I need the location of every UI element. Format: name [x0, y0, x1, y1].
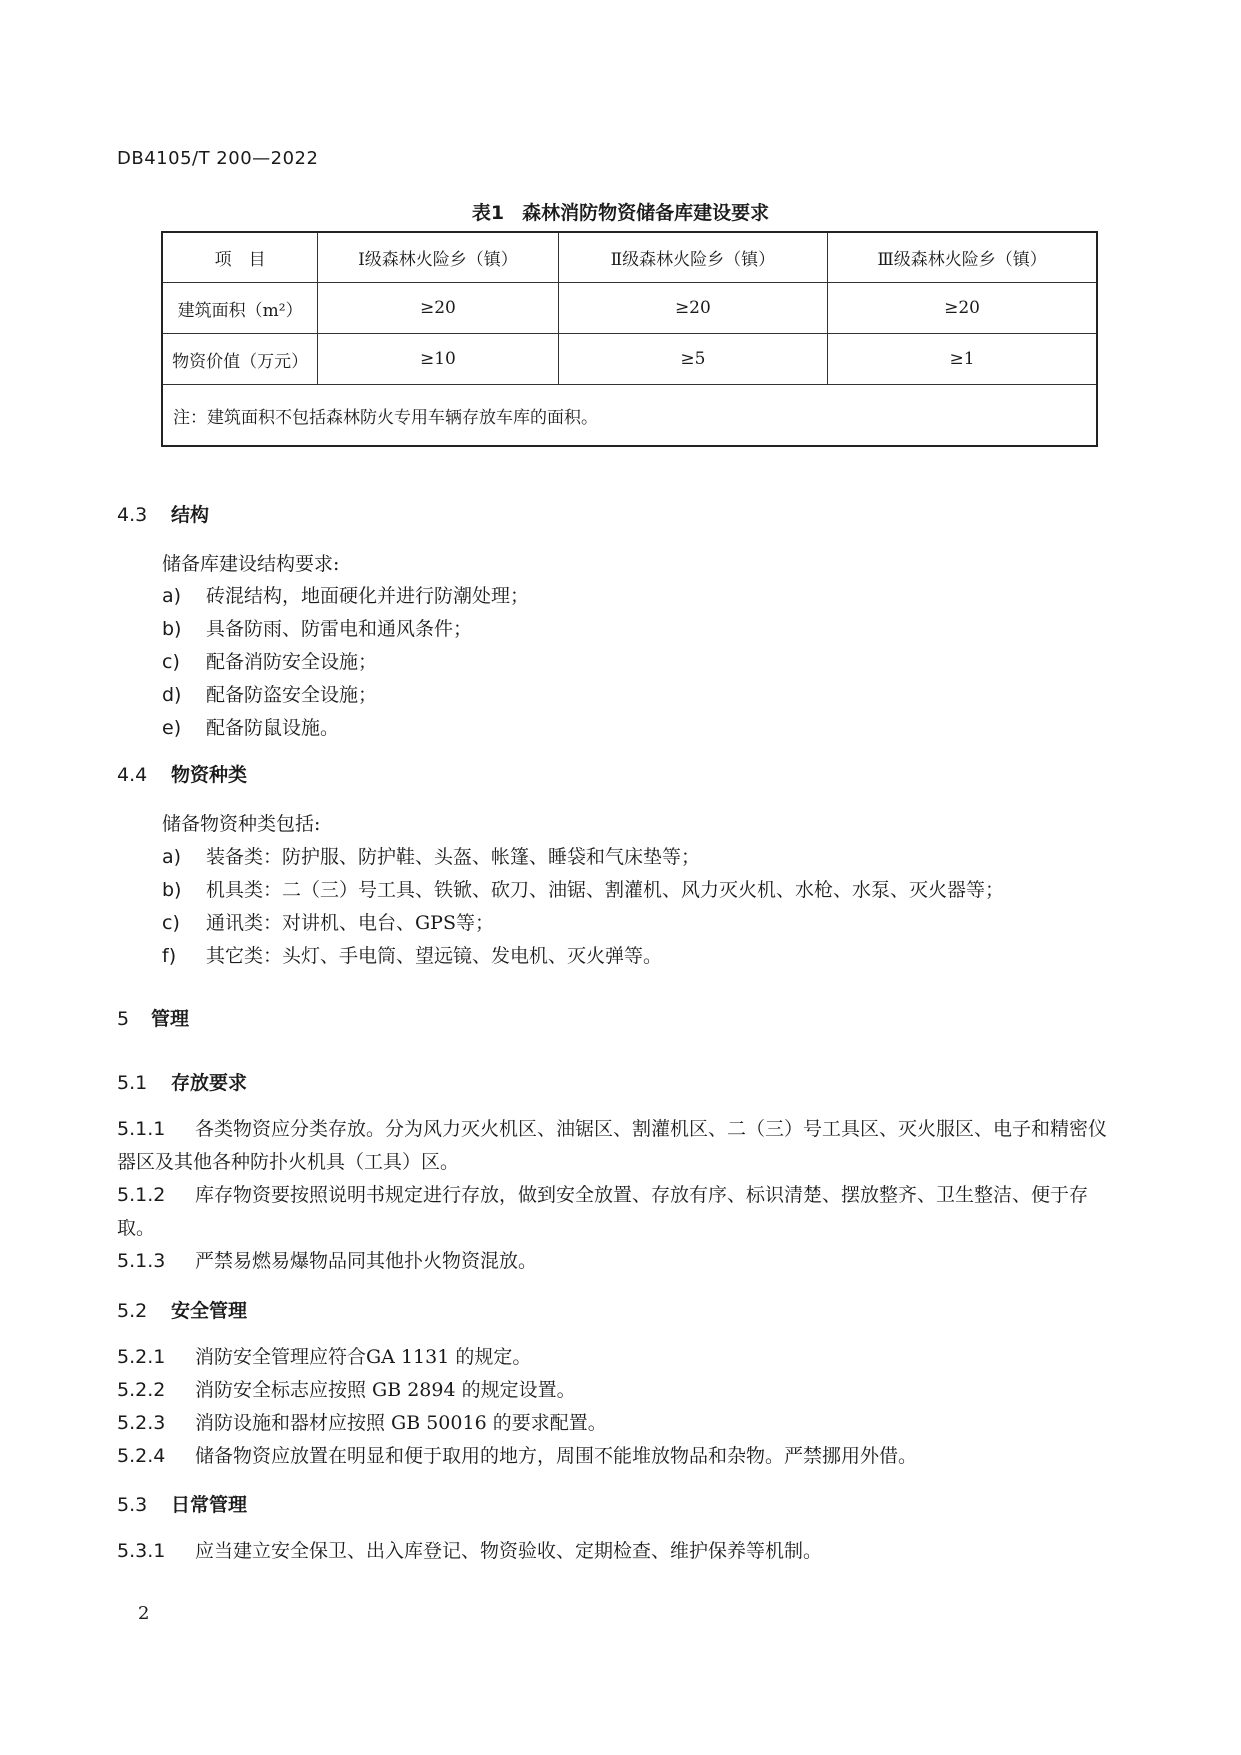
table-note: 注：建筑面积不包括森林防火专用车辆存放车库的面积。 — [162, 385, 1097, 447]
table-cell: ≥20 — [318, 283, 558, 334]
list-item: b) 机具类：二（三）号工具、铁锨、砍刀、油锯、割灌机、风力灭火机、水枪、水泵、灭火器等； — [162, 879, 1005, 901]
list-item: b) 具备防雨、防雷电和通风条件； — [162, 618, 473, 640]
table-header-cell: 项 目 — [162, 232, 318, 283]
table-header-row — [162, 232, 1097, 283]
section-heading-4-3: 4.3 结构 — [117, 504, 210, 526]
section-heading-5-1: 5.1 存放要求 — [117, 1072, 248, 1094]
clause-5-2-4: 5.2.4 储备物资应放置在明显和便于取用的地方，周围不能堆放物品和杂物。严禁挪用外借。 — [117, 1445, 918, 1467]
list-item: a) 装备类：防护服、防护鞋、头盔、帐篷、睡袋和气床垫等； — [162, 846, 701, 868]
table-number: 表1 — [471, 202, 505, 224]
section-heading-5: 5 管理 — [117, 1008, 190, 1030]
table-cell: ≥5 — [558, 334, 827, 385]
list-item: c) 通讯类：对讲机、电台、GPS等； — [162, 912, 494, 934]
list-item: a) 砖混结构，地面硬化并进行防潮处理； — [162, 585, 530, 607]
table-note-row — [162, 385, 1097, 447]
clause-5-3-1: 5.3.1 应当建立安全保卫、出入库登记、物资验收、定期检查、维护保养等机制。 — [117, 1540, 823, 1562]
list-item: e) 配备防鼠设施。 — [162, 717, 340, 739]
section-heading-5-2: 5.2 安全管理 — [117, 1300, 248, 1322]
clause-5-1-3: 5.1.3 严禁易燃易爆物品同其他扑火物资混放。 — [117, 1250, 538, 1272]
list-item: f) 其它类：头灯、手电筒、望远镜、发电机、灭火弹等。 — [162, 945, 663, 967]
table-cell: ≥20 — [558, 283, 827, 334]
table-row — [162, 334, 1097, 385]
section-heading-5-3: 5.3 日常管理 — [117, 1494, 248, 1516]
requirements-table — [161, 231, 1098, 447]
clause-5-1-1: 5.1.1 各类物资应分类存放。分为风力灭火机区、油锯区、割灌机区、二（三）号工具区、灭火服区、电子和精密仪器区及其他各种防扑火机具（工具）区。 — [117, 1118, 1108, 1173]
list-item: c) 配备消防安全设施； — [162, 651, 378, 673]
table-cell: ≥1 — [828, 334, 1097, 385]
clause-5-2-1: 5.2.1 消防安全管理应符合GA 1131 的规定。 — [117, 1346, 532, 1368]
section-heading-4-4: 4.4 物资种类 — [117, 764, 248, 786]
row-label: 物资价值（万元） — [162, 334, 318, 385]
table-header-cell: Ⅱ级森林火险乡（镇） — [558, 232, 827, 283]
section-intro: 储备库建设结构要求: — [162, 553, 340, 575]
document-code: DB4105/T 200—2022 — [117, 148, 319, 169]
row-label: 建筑面积（m²） — [162, 283, 318, 334]
table-caption — [0, 198, 1241, 225]
table-cell: ≥20 — [828, 283, 1097, 334]
table-header-cell: Ⅲ级森林火险乡（镇） — [828, 232, 1097, 283]
table-title: 森林消防物资储备库建设要求 — [522, 202, 770, 224]
table-row — [162, 283, 1097, 334]
page-number: 2 — [138, 1603, 150, 1624]
clause-5-1-2: 5.1.2 库存物资要按照说明书规定进行存放，做到安全放置、存放有序、标识清楚、摆放整齐、卫生整洁、便于存取。 — [117, 1184, 1089, 1239]
clause-5-2-3: 5.2.3 消防设施和器材应按照 GB 50016 的要求配置。 — [117, 1412, 607, 1434]
table-header-cell: Ⅰ级森林火险乡（镇） — [318, 232, 558, 283]
table-cell: ≥10 — [318, 334, 558, 385]
list-item: d) 配备防盗安全设施； — [162, 684, 378, 706]
clause-5-2-2: 5.2.2 消防安全标志应按照 GB 2894 的规定设置。 — [117, 1379, 576, 1401]
section-intro: 储备物资种类包括: — [162, 813, 321, 835]
